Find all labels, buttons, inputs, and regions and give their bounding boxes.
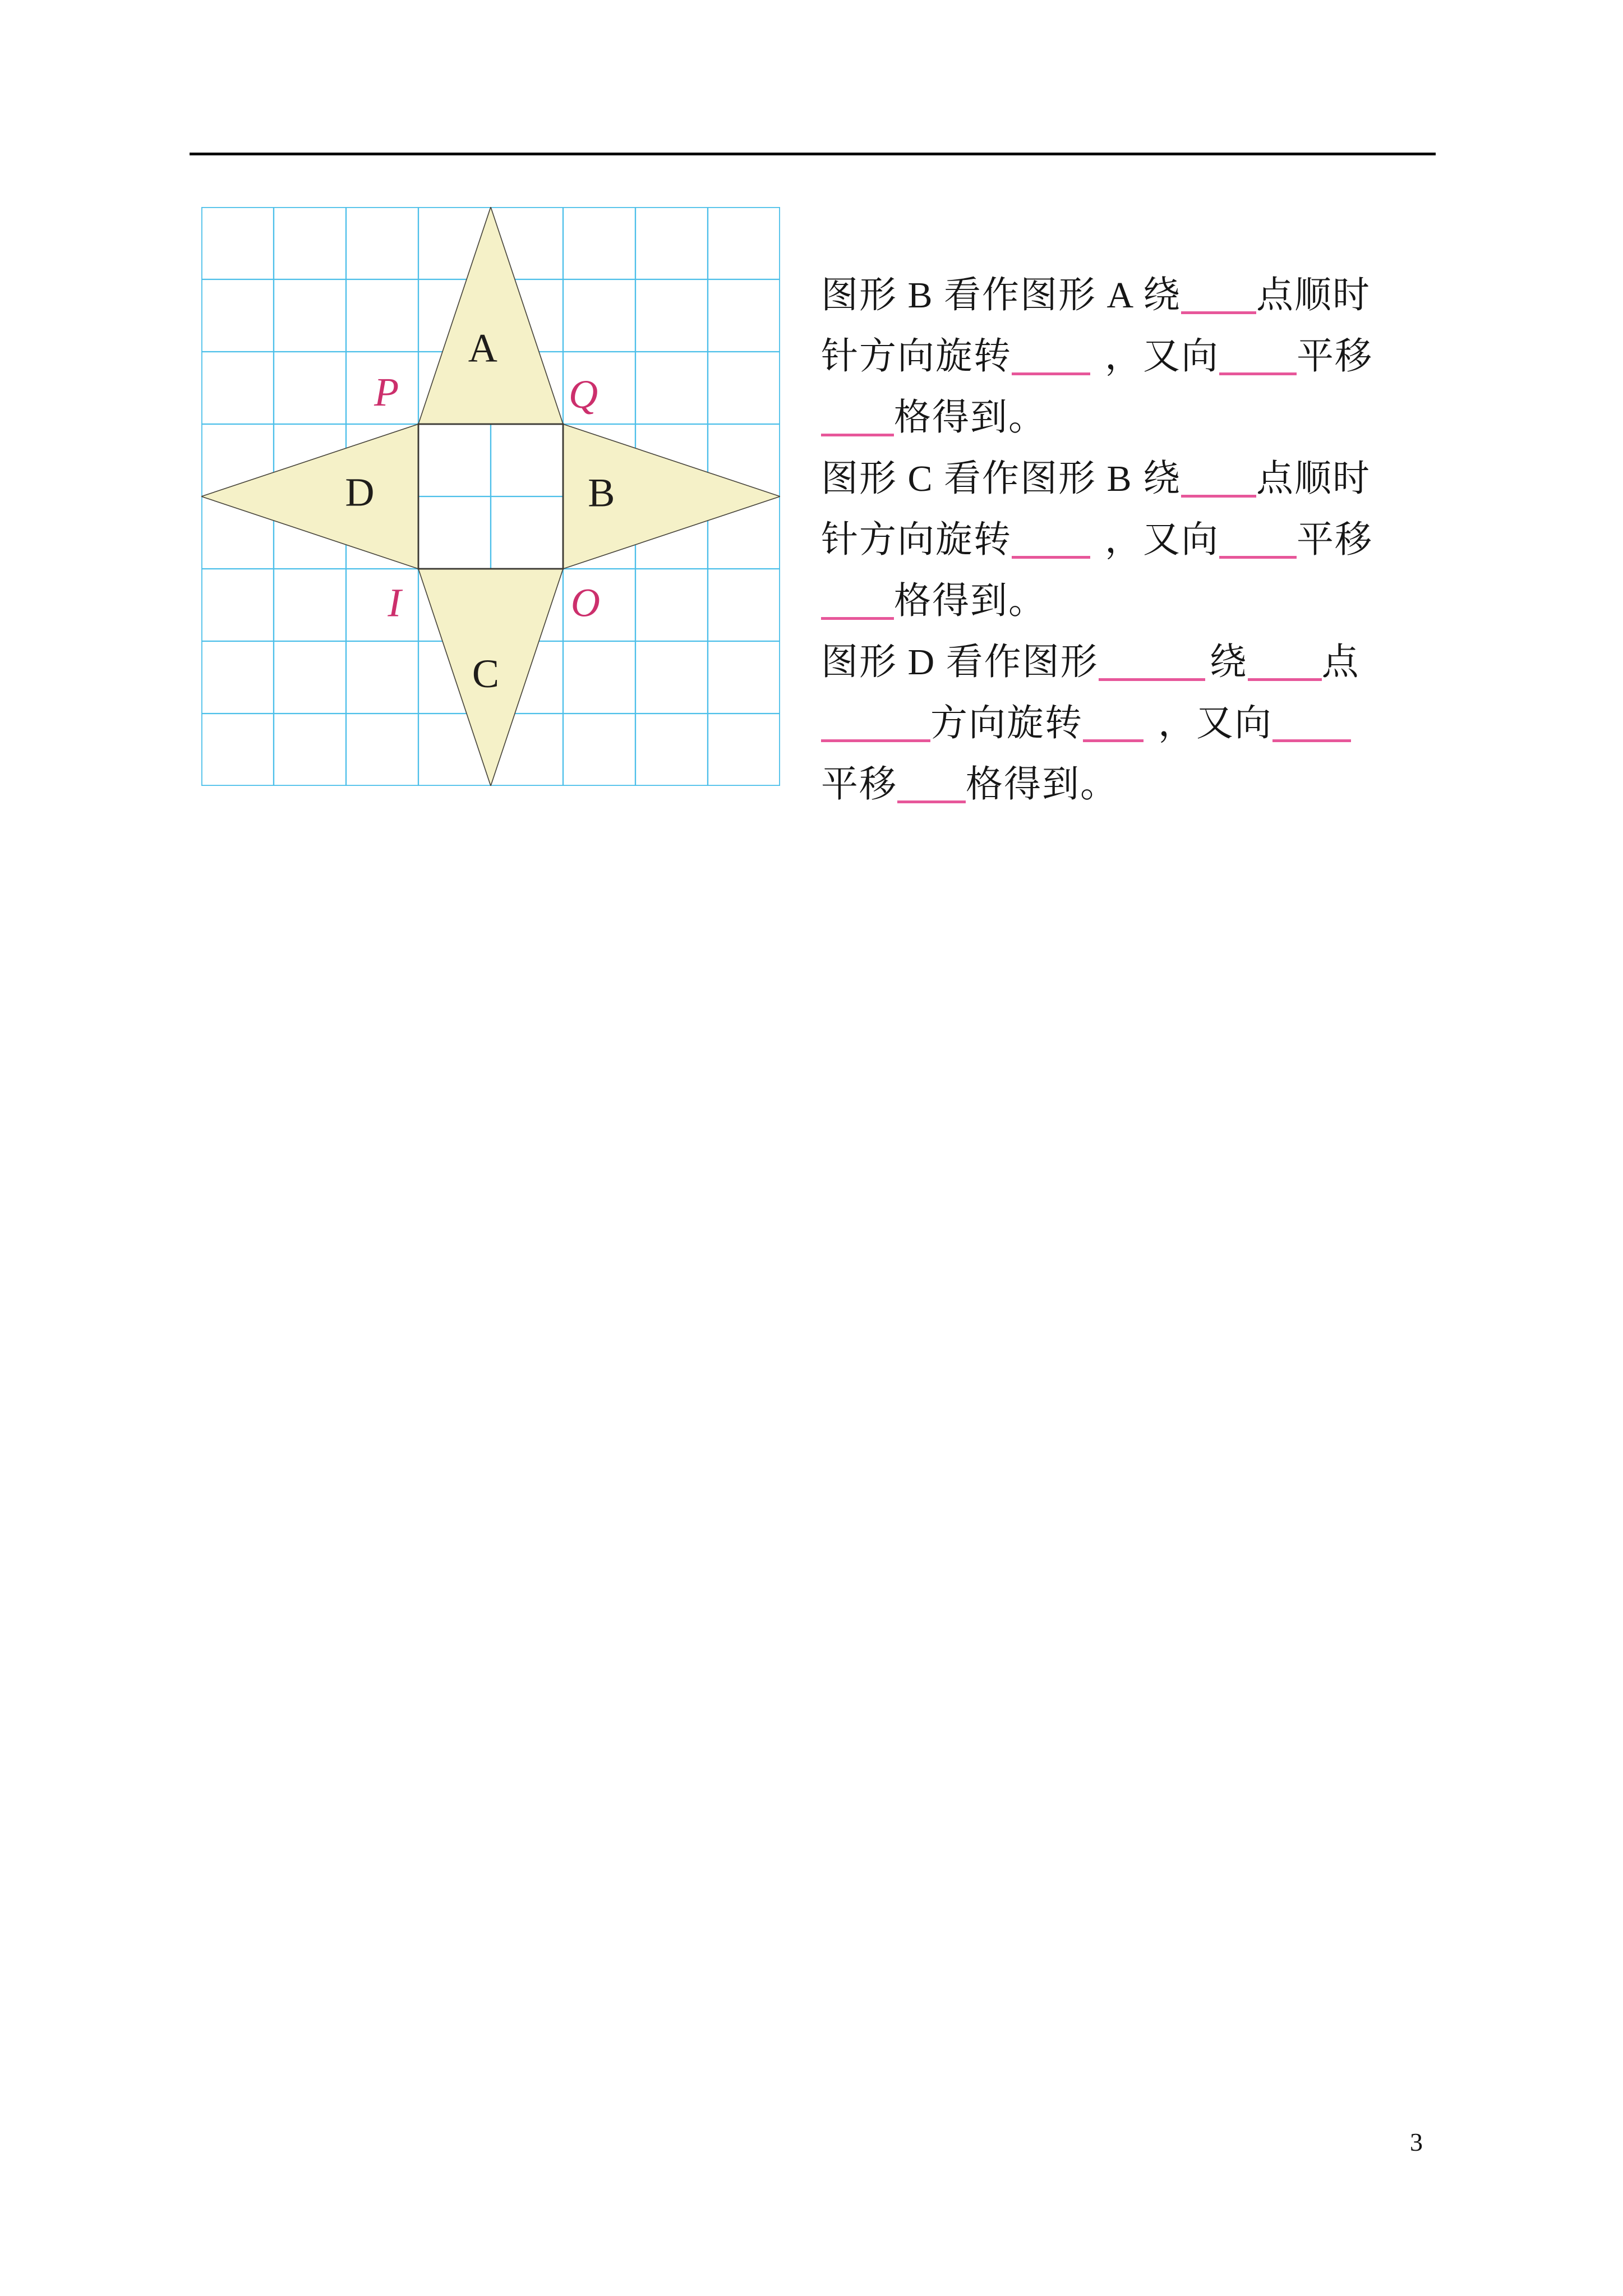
- answer-blank: [1181, 495, 1256, 498]
- shape-label-a: [468, 326, 497, 371]
- shape-label-c: [472, 651, 499, 696]
- point-label-q: [569, 372, 598, 417]
- question-2: [821, 448, 1415, 632]
- answer-blank: [897, 800, 966, 803]
- answer-blank: [1083, 739, 1144, 742]
- question-line: [821, 265, 1415, 326]
- text-segment: 点顺时: [1256, 275, 1371, 316]
- answer-blank: [1012, 372, 1090, 375]
- answer-blank: [1272, 739, 1351, 742]
- answer-blank: [821, 434, 894, 436]
- text-segment: ，又向: [1105, 519, 1219, 560]
- answer-blank: [1099, 678, 1205, 681]
- questions-block: [821, 265, 1415, 815]
- question-line: [821, 387, 1415, 448]
- text-segment: 绕: [1209, 642, 1248, 683]
- text-segment: 点: [1321, 642, 1360, 683]
- question-line: [821, 754, 1415, 815]
- answer-blank: [821, 739, 930, 742]
- point-label-i: [387, 581, 403, 625]
- answer-blank: [1248, 678, 1322, 681]
- text-segment: 针方向旋转: [821, 519, 1012, 560]
- text-segment: 平移: [1297, 336, 1373, 377]
- question-line: [821, 509, 1415, 570]
- text-segment: 平移: [821, 764, 897, 805]
- text-segment: 针方向旋转: [821, 336, 1012, 377]
- text-segment: 图形 B 看作图形 A 绕: [821, 275, 1182, 316]
- answer-blank: [1012, 556, 1090, 559]
- point-label-p: [374, 370, 399, 415]
- page-number: 3: [1410, 2128, 1423, 2156]
- star-grid-figure: [201, 207, 780, 786]
- point-label-o: [571, 581, 600, 625]
- text-segment: 方向旋转: [930, 703, 1083, 744]
- question-line: [821, 570, 1415, 632]
- question-line: [821, 448, 1415, 509]
- answer-blank: [821, 617, 894, 620]
- shape-label-b: [588, 471, 615, 516]
- text-segment: ，又向: [1158, 703, 1272, 744]
- question-line: [821, 632, 1415, 693]
- text-segment: 图形 D 看作图形: [821, 642, 1099, 683]
- text-segment: 图形 C 看作图形 B 绕: [821, 458, 1182, 499]
- answer-blank: [1219, 556, 1297, 559]
- question-3: [821, 632, 1415, 815]
- text-segment: ，又向: [1105, 336, 1219, 377]
- text-segment: 点顺时: [1256, 458, 1371, 499]
- question-line: [821, 326, 1415, 387]
- question-line: [821, 693, 1415, 754]
- answer-blank: [1219, 372, 1297, 375]
- header-rule: [190, 153, 1436, 155]
- text-segment: 平移: [1297, 519, 1373, 560]
- shape-label-d: [345, 470, 374, 514]
- text-segment: 格得到。: [966, 764, 1118, 805]
- answer-blank: [1181, 311, 1256, 314]
- question-1: [821, 265, 1415, 448]
- text-segment: 格得到。: [894, 397, 1046, 438]
- text-segment: 格得到。: [894, 581, 1046, 622]
